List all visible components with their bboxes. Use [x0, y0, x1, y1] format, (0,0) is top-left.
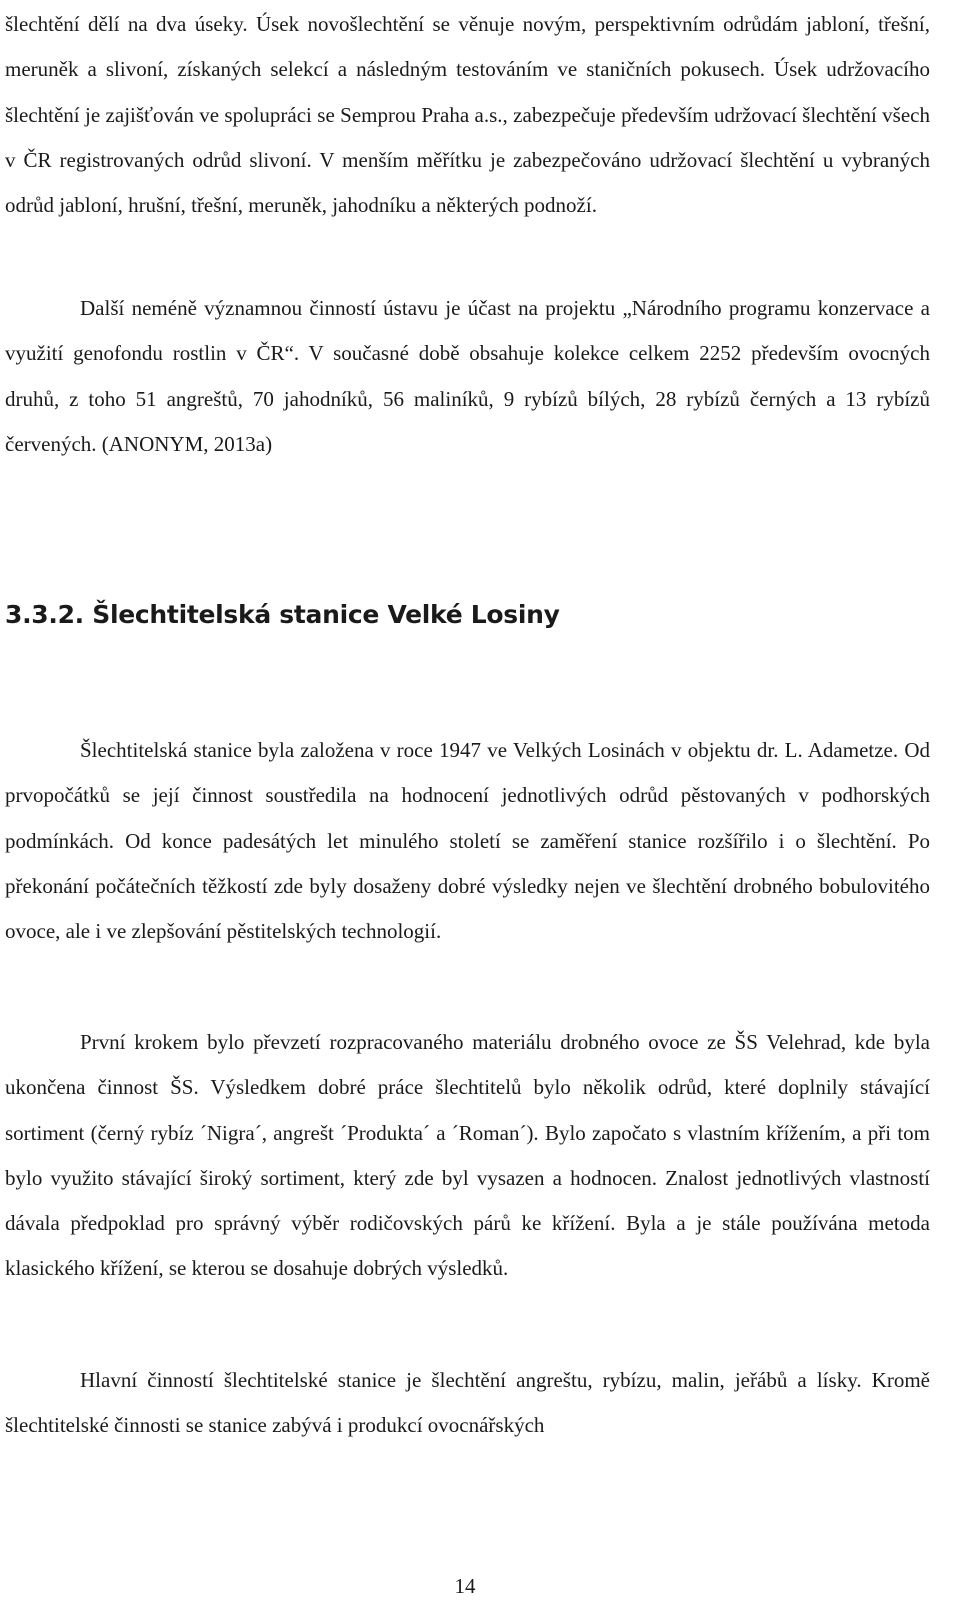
- body-paragraph: Další neméně významnou činností ústavu je účast na projektu „Národního programu konzervace a využití genofondu rostlin v ČR“. V současné době obsahuje kolekce celkem 2252 především ovocných druhů, z toho 51 angreštů, 70 jahodníků, 56 maliníků, 9 rybízů bílých, 28 rybízů černých a 13 rybízů červených. (ANONYM, 2013a): [5, 296, 930, 456]
- section-paragraph: Šlechtitelská stanice byla založena v roce 1947 ve Velkých Losinách v objektu dr. L. Adametze. Od prvopočátků se její činnost soustředila na hodnocení jednotlivých odrůd pěstovaných v podhorských podmínkách. Od konce padesátých let minulého století se zaměření stanice rozšířilo i o šlechtění. Po překonání počátečních těžkostí zde byly dosaženy dobré výsledky nejen ve šlechtění drobného bobulovitého ovoce, ale i ve zlepšování pěstitelských technologií.: [5, 738, 930, 944]
- section-paragraph: Hlavní činností šlechtitelské stanice je šlechtění angreštu, rybízu, malin, jeřábů a lísky. Kromě šlechtitelské činnosti se stanice zabývá i produkcí ovocnářských: [5, 1368, 930, 1438]
- page-number: 14: [454, 1574, 476, 1598]
- section-heading: 3.3.2. Šlechtitelská stanice Velké Losiny: [5, 600, 560, 629]
- section-paragraph: První krokem bylo převzetí rozpracovaného materiálu drobného ovoce ze ŠS Velehrad, kde byla ukončena činnost ŠS. Výsledkem dobré práce šlechtitelů bylo několik odrůd, které doplnily stávající sortiment (černý rybíz ´Nigra´, angrešt ´Produkta´ a ´Roman´). Bylo započato s vlastním křížením, a při tom bylo využito stávající široký sortiment, který zde byl vysazen a hodnocen. Znalost jednotlivých vlastností dávala předpoklad pro správný výběr rodičovských párů ke křížení. Byla a je stále používána metoda klasického křížení, se kterou se dosahuje dobrých výsledků.: [5, 1030, 930, 1281]
- body-paragraph: šlechtění dělí na dva úseky. Úsek novošlechtění se věnuje novým, perspektivním odrůdám jabloní, třešní, meruněk a slivoní, získaných selekcí a následným testováním ve staničních pokusech. Úsek udržovacího šlechtění je zajišťován ve spolupráci se Semprou Praha a.s., zabezpečuje především udržovací šlechtění všech v ČR registrovaných odrůd slivoní. V menším měřítku je zabezpečováno udržovací šlechtění u vybraných odrůd jabloní, hrušní, třešní, meruněk, jahodníku a některých podnoží.: [5, 12, 930, 218]
